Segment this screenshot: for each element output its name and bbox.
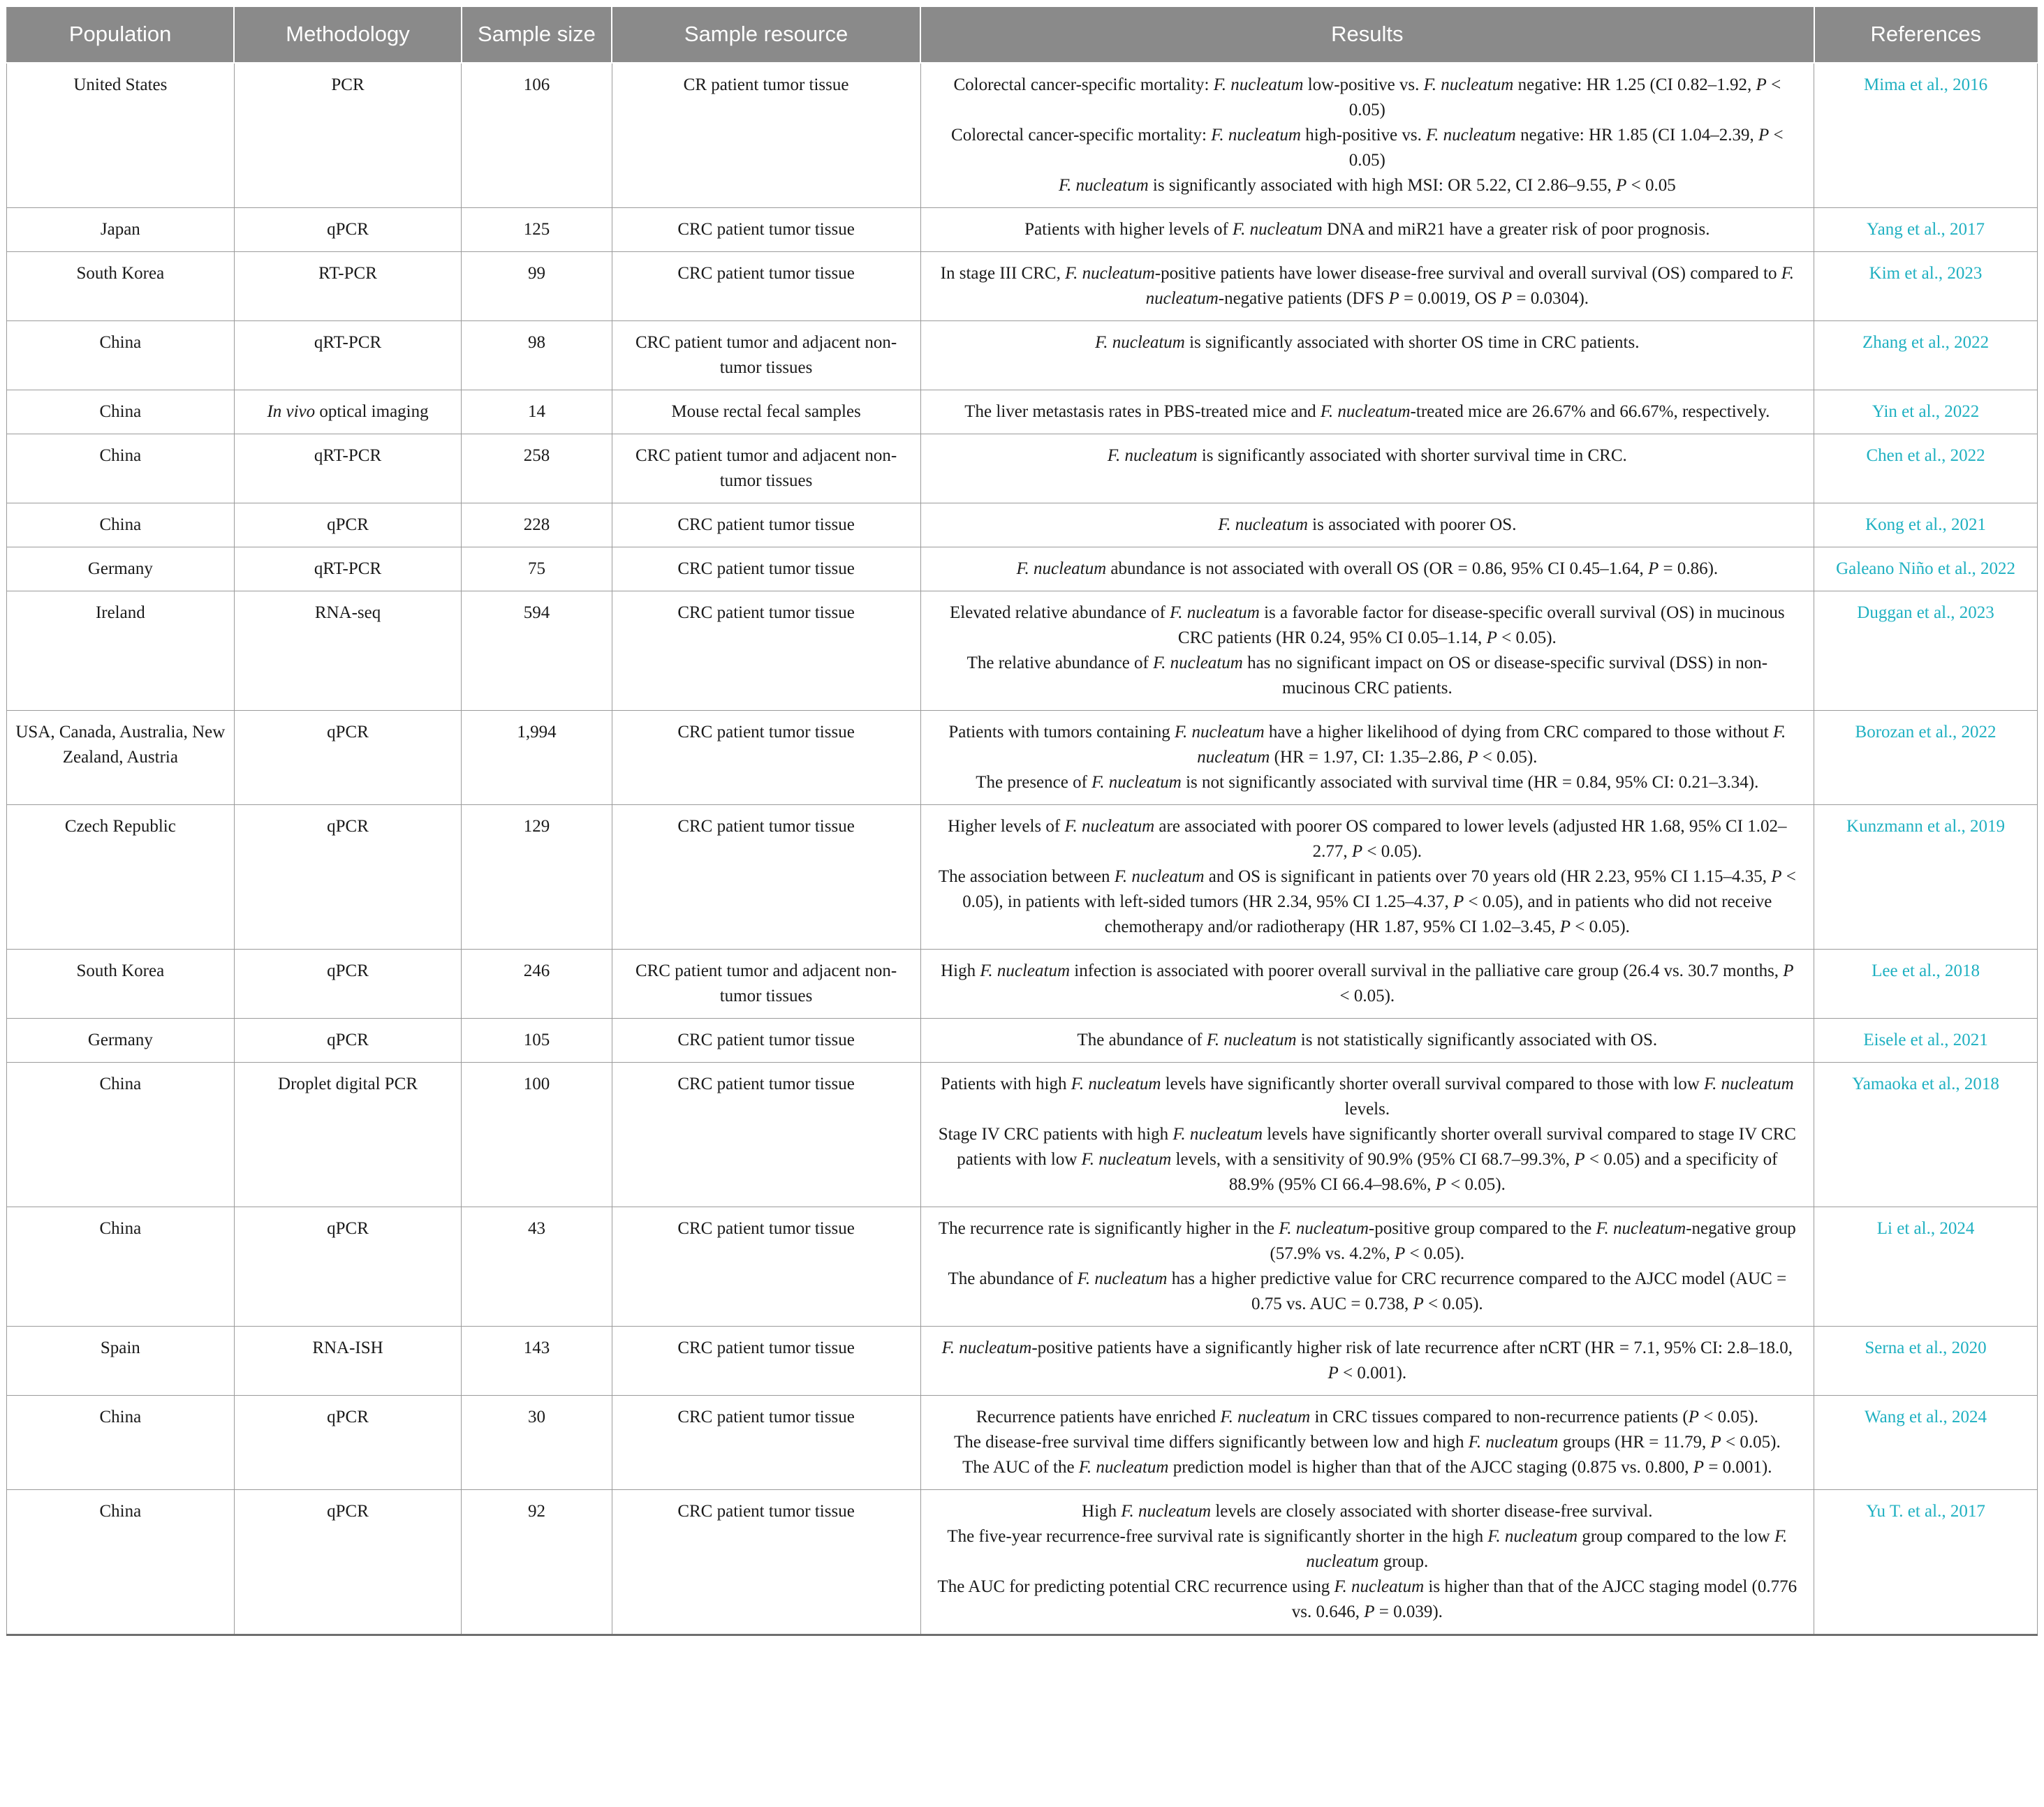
reference-cell — [1814, 320, 2038, 390]
sample-size-cell: 1,994 — [462, 710, 612, 804]
population-cell: United States — [7, 63, 235, 208]
result-paragraph: High F. nucleatum levels are closely associated with shorter disease-free survival. — [1082, 1501, 1653, 1521]
sample-size-cell: 92 — [462, 1489, 612, 1635]
methodology-cell: Droplet digital PCR — [234, 1062, 462, 1207]
reference-cell — [1814, 390, 2038, 434]
table-header — [7, 6, 2038, 63]
methodology-cell: qPCR — [234, 949, 462, 1018]
sample-size-cell: 258 — [462, 434, 612, 503]
table-row — [7, 1395, 2038, 1489]
sample-resource-cell: CRC patient tumor tissue — [612, 207, 920, 251]
table-row — [7, 547, 2038, 591]
sample-size-cell: 106 — [462, 63, 612, 208]
population-cell: China — [7, 434, 235, 503]
population-cell: Czech Republic — [7, 804, 235, 949]
column-header-population: Population — [7, 6, 235, 63]
reference-cell — [1814, 591, 2038, 710]
methodology-cell: qPCR — [234, 1207, 462, 1326]
sample-resource-cell: CRC patient tumor tissue — [612, 804, 920, 949]
sample-resource-cell: Mouse rectal fecal samples — [612, 390, 920, 434]
result-paragraph: F. nucleatum abundance is not associated with overall OS (OR = 0.86, 95% CI 0.45–1.64, P = 0.86). — [1016, 559, 1719, 578]
population-cell: Spain — [7, 1326, 235, 1395]
sample-resource-cell: CRC patient tumor tissue — [612, 710, 920, 804]
reference-cell — [1814, 207, 2038, 251]
population-cell: China — [7, 1207, 235, 1326]
result-paragraph: F. nucleatum-positive patients have a significantly higher risk of late recurrence after nCRT (HR = 7.1, 95% CI: 2.8–18.0, P < 0.001). — [941, 1338, 1793, 1382]
sample-size-cell: 129 — [462, 804, 612, 949]
table-row — [7, 503, 2038, 547]
reference-cell — [1814, 949, 2038, 1018]
column-header-methodology: Methodology — [234, 6, 462, 63]
table-row — [7, 390, 2038, 434]
reference-link[interactable]: Serna et al., 2020 — [1865, 1338, 1987, 1357]
methodology-cell: qPCR — [234, 1489, 462, 1635]
results-cell — [920, 251, 1814, 320]
reference-cell — [1814, 547, 2038, 591]
table-row — [7, 251, 2038, 320]
results-cell — [920, 1062, 1814, 1207]
studies-table — [6, 6, 2038, 1636]
sample-resource-cell: CRC patient tumor tissue — [612, 1207, 920, 1326]
reference-link[interactable]: Borozan et al., 2022 — [1855, 722, 1997, 742]
sample-resource-cell: CRC patient tumor and adjacent non-tumor tissues — [612, 320, 920, 390]
result-paragraph: Patients with high F. nucleatum levels have significantly shorter overall survival compared to those with low F. nucleatum levels. — [940, 1074, 1794, 1119]
reference-link[interactable]: Yang et al., 2017 — [1867, 219, 1985, 239]
sample-resource-cell: CRC patient tumor tissue — [612, 1062, 920, 1207]
results-cell — [920, 1395, 1814, 1489]
population-cell: Ireland — [7, 591, 235, 710]
reference-cell — [1814, 710, 2038, 804]
reference-link[interactable]: Yu T. et al., 2017 — [1866, 1501, 1985, 1521]
results-cell — [920, 949, 1814, 1018]
methodology-cell: qRT-PCR — [234, 434, 462, 503]
results-cell — [920, 207, 1814, 251]
reference-link[interactable]: Zhang et al., 2022 — [1862, 332, 1990, 352]
sample-resource-cell: CRC patient tumor tissue — [612, 1326, 920, 1395]
methodology-cell: RNA-seq — [234, 591, 462, 710]
population-cell: Germany — [7, 547, 235, 591]
results-cell — [920, 503, 1814, 547]
result-paragraph: The liver metastasis rates in PBS-treated mice and F. nucleatum-treated mice are 26.67% and 66.67%, respectively. — [964, 401, 1770, 421]
methodology-cell: In vivo optical imaging — [234, 390, 462, 434]
column-header-sample-size: Sample size — [462, 6, 612, 63]
reference-link[interactable]: Li et al., 2024 — [1876, 1218, 1975, 1238]
sample-size-cell: 100 — [462, 1062, 612, 1207]
result-paragraph: Recurrence patients have enriched F. nucleatum in CRC tissues compared to non-recurrence patients (P < 0.05). — [976, 1407, 1758, 1426]
results-cell — [920, 1326, 1814, 1395]
table-row — [7, 1326, 2038, 1395]
results-cell — [920, 710, 1814, 804]
methodology-cell: qPCR — [234, 1018, 462, 1062]
population-cell: China — [7, 1489, 235, 1635]
population-cell: Japan — [7, 207, 235, 251]
sample-size-cell: 594 — [462, 591, 612, 710]
sample-resource-cell: CRC patient tumor tissue — [612, 251, 920, 320]
table-row — [7, 1062, 2038, 1207]
reference-cell — [1814, 1207, 2038, 1326]
sample-resource-cell: CRC patient tumor tissue — [612, 503, 920, 547]
methodology-cell: RNA-ISH — [234, 1326, 462, 1395]
column-header-results: Results — [920, 6, 1814, 63]
results-cell — [920, 591, 1814, 710]
result-paragraph: The five-year recurrence-free survival rate is significantly shorter in the high F. nucleatum group compared to the low F. nucleatum group. — [947, 1526, 1788, 1571]
population-cell: South Korea — [7, 251, 235, 320]
reference-cell — [1814, 1062, 2038, 1207]
result-paragraph: F. nucleatum is associated with poorer OS. — [1218, 515, 1517, 534]
sample-size-cell: 228 — [462, 503, 612, 547]
methodology-cell: PCR — [234, 63, 462, 208]
results-cell — [920, 1207, 1814, 1326]
result-paragraph: Higher levels of F. nucleatum are associated with poorer OS compared to lower levels (adjusted HR 1.68, 95% CI 1.02–2.77, P < 0.05). — [948, 816, 1787, 861]
result-paragraph: The recurrence rate is significantly higher in the F. nucleatum-positive group compared to the F. nucleatum-negative group (57.9% vs. 4.2%, P < 0.05). — [938, 1218, 1796, 1263]
result-paragraph: Colorectal cancer-specific mortality: F. nucleatum high-positive vs. F. nucleatum negative: HR 1.85 (CI 1.04–2.39, P < 0.05) — [951, 125, 1784, 170]
reference-cell — [1814, 1489, 2038, 1635]
methodology-cell: qPCR — [234, 1395, 462, 1489]
reference-cell — [1814, 804, 2038, 949]
table-body — [7, 63, 2038, 1635]
sample-size-cell: 246 — [462, 949, 612, 1018]
sample-resource-cell: CRC patient tumor tissue — [612, 591, 920, 710]
sample-size-cell: 98 — [462, 320, 612, 390]
header-row — [7, 6, 2038, 63]
reference-link[interactable]: Kong et al., 2021 — [1865, 515, 1986, 534]
reference-link[interactable]: Duggan et al., 2023 — [1857, 603, 1994, 622]
table-row — [7, 1489, 2038, 1635]
reference-link[interactable]: Yamaoka et al., 2018 — [1852, 1074, 1999, 1093]
sample-resource-cell: CRC patient tumor and adjacent non-tumor tissues — [612, 949, 920, 1018]
result-paragraph: Elevated relative abundance of F. nucleatum is a favorable factor for disease-specific overall survival (OS) in mucinous CRC patients (HR 0.24, 95% CI 0.05–1.14, P < 0.05). — [950, 603, 1785, 647]
result-paragraph: F. nucleatum is significantly associated with shorter survival time in CRC. — [1107, 445, 1627, 465]
result-paragraph: F. nucleatum is significantly associated with high MSI: OR 5.22, CI 2.86–9.55, P < 0.05 — [1058, 175, 1676, 195]
result-paragraph: Patients with tumors containing F. nucleatum have a higher likelihood of dying from CRC compared to those without F. nucleatum (HR = 1.97, CI: 1.35–2.86, P < 0.05). — [948, 722, 1786, 767]
column-header-references: References — [1814, 6, 2038, 63]
methodology-cell: qRT-PCR — [234, 320, 462, 390]
result-paragraph: The abundance of F. nucleatum is not statistically significantly associated with OS. — [1077, 1030, 1658, 1049]
sample-size-cell: 14 — [462, 390, 612, 434]
reference-link[interactable]: Eisele et al., 2021 — [1863, 1030, 1988, 1049]
reference-cell — [1814, 251, 2038, 320]
table-row — [7, 949, 2038, 1018]
result-paragraph: Patients with higher levels of F. nucleatum DNA and miR21 have a greater risk of poor prognosis. — [1024, 219, 1710, 239]
table-row — [7, 804, 2038, 949]
result-paragraph: The AUC for predicting potential CRC recurrence using F. nucleatum is higher than that of the AJCC staging model (0.776 vs. 0.646, P = 0.039). — [937, 1577, 1797, 1621]
result-paragraph: F. nucleatum is significantly associated with shorter OS time in CRC patients. — [1095, 332, 1640, 352]
results-cell — [920, 63, 1814, 208]
results-cell — [920, 1018, 1814, 1062]
table-row — [7, 1018, 2038, 1062]
table-row — [7, 591, 2038, 710]
result-paragraph: The association between F. nucleatum and OS is significant in patients over 70 years old (HR 2.23, 95% CI 1.15–4.35, P < 0.05), in patients with left-sided tumors (HR 2.34, 95% CI 1.25–4.37, P < 0.05), and in patients who did not receive chemotherapy and/or radiotherapy (HR 1.87, 95% CI 1.02–3.45, P < 0.05). — [938, 866, 1796, 936]
reference-link[interactable]: Yin et al., 2022 — [1872, 401, 1980, 421]
result-paragraph: The presence of F. nucleatum is not significantly associated with survival time (HR = 0.84, 95% CI: 0.21–3.34). — [976, 772, 1759, 792]
reference-link[interactable]: Mima et al., 2016 — [1864, 75, 1988, 94]
sample-resource-cell: CRC patient tumor and adjacent non-tumor tissues — [612, 434, 920, 503]
population-cell: South Korea — [7, 949, 235, 1018]
result-paragraph: The relative abundance of F. nucleatum has no significant impact on OS or disease-specific survival (DSS) in non-mucinous CRC patients. — [966, 653, 1768, 698]
sample-size-cell: 143 — [462, 1326, 612, 1395]
reference-cell — [1814, 1326, 2038, 1395]
results-cell — [920, 1489, 1814, 1635]
result-paragraph: Colorectal cancer-specific mortality: F. nucleatum low-positive vs. F. nucleatum negative: HR 1.25 (CI 0.82–1.92, P < 0.05) — [953, 75, 1781, 119]
methodology-cell: RT-PCR — [234, 251, 462, 320]
population-cell: China — [7, 503, 235, 547]
reference-link[interactable]: Kim et al., 2023 — [1869, 263, 1983, 283]
results-cell — [920, 804, 1814, 949]
result-paragraph: Stage IV CRC patients with high F. nucleatum levels have significantly shorter overall survival compared to stage IV CRC patients with low F. nucleatum levels, with a sensitivity of 90.9% (95% CI 68.7–99.3%, P < 0.05) and a specificity of 88.9% (95% CI 66.4–98.6%, P < 0.05). — [938, 1124, 1796, 1194]
methodology-cell: qPCR — [234, 710, 462, 804]
methodology-cell: qPCR — [234, 207, 462, 251]
result-paragraph: High F. nucleatum infection is associated with poorer overall survival in the palliative care group (26.4 vs. 30.7 months, P < 0.05). — [941, 961, 1794, 1005]
table-row — [7, 1207, 2038, 1326]
population-cell: USA, Canada, Australia, New Zealand, Austria — [7, 710, 235, 804]
sample-resource-cell: CRC patient tumor tissue — [612, 1489, 920, 1635]
sample-size-cell: 30 — [462, 1395, 612, 1489]
population-cell: China — [7, 320, 235, 390]
results-cell — [920, 434, 1814, 503]
table-row — [7, 207, 2038, 251]
reference-cell — [1814, 503, 2038, 547]
result-paragraph: The abundance of F. nucleatum has a higher predictive value for CRC recurrence compared to the AJCC model (AUC = 0.75 vs. AUC = 0.738, P < 0.05). — [948, 1269, 1787, 1313]
table-row — [7, 434, 2038, 503]
sample-resource-cell: CRC patient tumor tissue — [612, 1018, 920, 1062]
methodology-cell: qPCR — [234, 503, 462, 547]
sample-size-cell: 75 — [462, 547, 612, 591]
table-row — [7, 63, 2038, 208]
reference-link[interactable]: Galeano Niño et al., 2022 — [1836, 559, 2015, 578]
reference-link[interactable]: Chen et al., 2022 — [1866, 445, 1985, 465]
reference-link[interactable]: Wang et al., 2024 — [1865, 1407, 1987, 1426]
results-cell — [920, 320, 1814, 390]
population-cell: China — [7, 1395, 235, 1489]
reference-link[interactable]: Lee et al., 2018 — [1872, 961, 1980, 980]
sample-size-cell: 125 — [462, 207, 612, 251]
reference-link[interactable]: Kunzmann et al., 2019 — [1846, 816, 2006, 836]
sample-size-cell: 99 — [462, 251, 612, 320]
result-paragraph: The disease-free survival time differs significantly between low and high F. nucleatum groups (HR = 11.79, P < 0.05). — [953, 1432, 1781, 1452]
table-row — [7, 320, 2038, 390]
reference-cell — [1814, 434, 2038, 503]
population-cell: China — [7, 1062, 235, 1207]
reference-cell — [1814, 1018, 2038, 1062]
methodology-cell: qRT-PCR — [234, 547, 462, 591]
population-cell: China — [7, 390, 235, 434]
sample-resource-cell: CR patient tumor tissue — [612, 63, 920, 208]
population-cell: Germany — [7, 1018, 235, 1062]
sample-resource-cell: CRC patient tumor tissue — [612, 1395, 920, 1489]
result-paragraph: In stage III CRC, F. nucleatum-positive patients have lower disease-free survival and overall survival (OS) compared to F. nucleatum-negative patients (DFS P = 0.0019, OS P = 0.0304). — [940, 263, 1795, 308]
reference-cell — [1814, 1395, 2038, 1489]
result-paragraph: The AUC of the F. nucleatum prediction model is higher than that of the AJCC staging (0.875 vs. 0.800, P = 0.001). — [962, 1457, 1772, 1477]
results-cell — [920, 390, 1814, 434]
methodology-cell: qPCR — [234, 804, 462, 949]
results-cell — [920, 547, 1814, 591]
column-header-sample-resource: Sample resource — [612, 6, 920, 63]
sample-size-cell: 43 — [462, 1207, 612, 1326]
table-row — [7, 710, 2038, 804]
sample-size-cell: 105 — [462, 1018, 612, 1062]
reference-cell — [1814, 63, 2038, 208]
sample-resource-cell: CRC patient tumor tissue — [612, 547, 920, 591]
